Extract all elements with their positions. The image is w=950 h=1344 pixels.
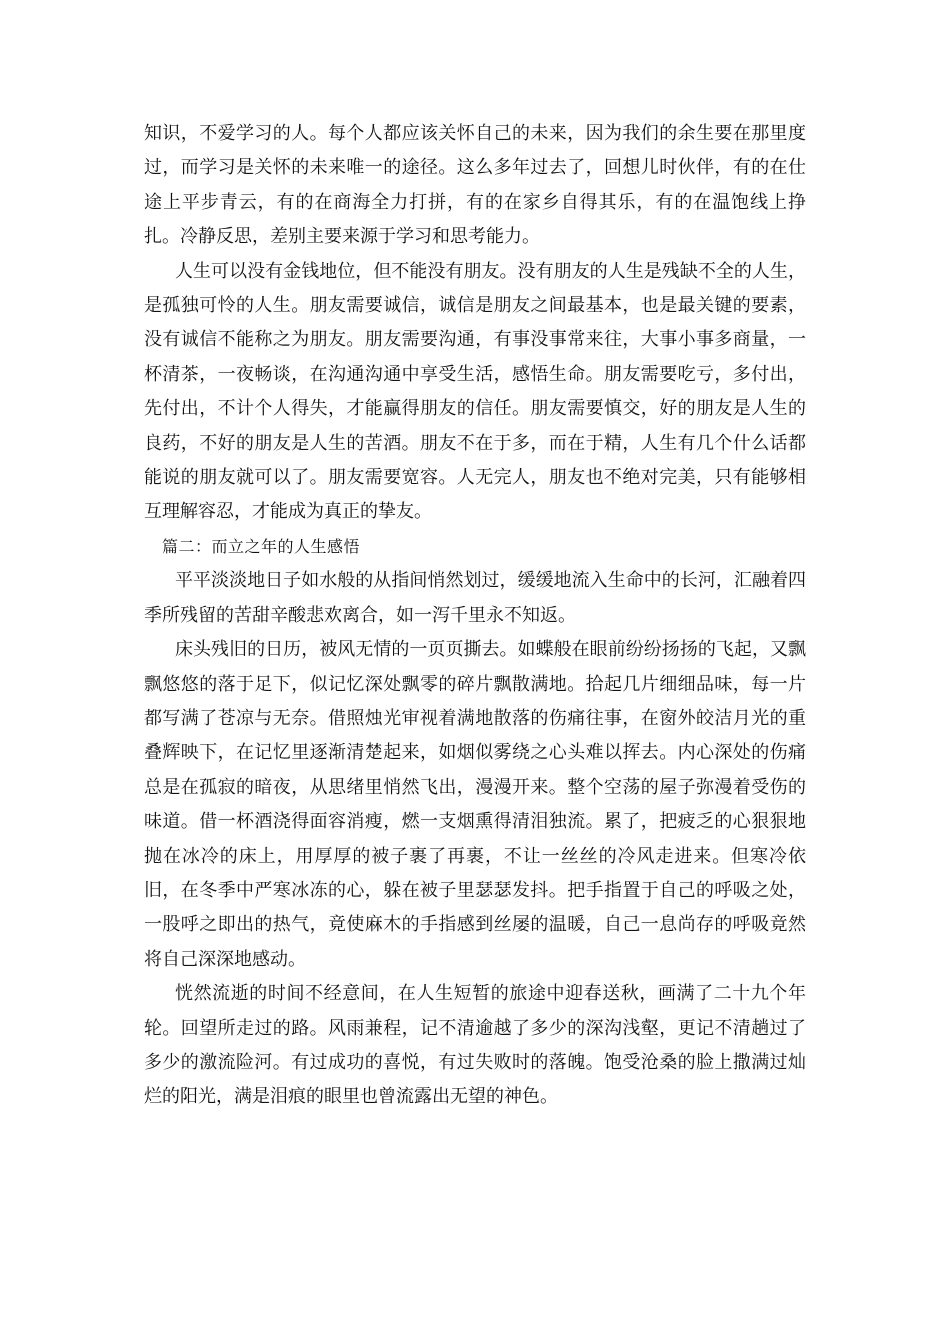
- paragraph-friendship: 人生可以没有金钱地位，但不能没有朋友。没有朋友的人生是残缺不全的人生，是孤独可怜的人生。朋友需要诚信，诚信是朋友之间最基本，也是最关键的要素，没有诚信不能称之为朋友。朋友需要沟通，有事没事常来往，大事小事多商量，一杯清茶，一夜畅谈，在沟通沟通中享受生活，感悟生命。朋友需要吃亏，多付出，先付出，不计个人得失，才能赢得朋友的信任。朋友需要慎交，好的朋友是人生的良药，不好的朋友是人生的苦酒。朋友不在于多，而在于精，人生有几个什么话都能说的朋友就可以了。朋友需要宽容。人无完人，朋友也不绝对完美，只有能够相互理解容忍，才能成为真正的挚友。: [144, 260, 806, 523]
- section-paragraph-1: 平平淡淡地日子如水般的从指间悄然划过，缓缓地流入生命中的长河，汇融着四季所残留的苦甜辛酸悲欢离合，如一泻千里永不知返。: [144, 570, 806, 626]
- section-paragraph-2: 床头残旧的日历，被风无情的一页页撕去。如蝶般在眼前纷纷扬扬的飞起，又飘飘悠悠的落于足下，似记忆深处飘零的碎片飘散满地。拾起几片细细品味，每一片都写满了苍凉与无奈。借照烛光审视着满地散落的伤痛往事，在窗外皎洁月光的重叠辉映下，在记忆里逐渐清楚起来，如烟似雾绕之心头难以挥去。内心深处的伤痛总是在孤寂的暗夜，从思绪里悄然飞出，漫漫开来。整个空荡的屋子弥漫着受伤的味道。借一杯酒浇得面容消瘦，燃一支烟熏得清泪独流。累了，把疲乏的心狠狠地抛在冰冷的床上，用厚厚的被子裹了再裹，不让一丝丝的冷风走进来。但寒冷依旧，在冬季中严寒冰冻的心，躲在被子里瑟瑟发抖。把手指置于自己的呼吸之处，一股呼之即出的热气，竟使麻木的手指感到丝屡的温暖，自己一息尚存的呼吸竟然将自己深深地感动。: [144, 639, 806, 970]
- section-paragraph-3: 恍然流逝的时间不经意间，在人生短暂的旅途中迎春送秋，画满了二十九个年轮。回望所走过的路。风雨兼程，记不清逾越了多少的深沟浅壑，更记不清趟过了多少的激流险河。有过成功的喜悦，有过失败时的落魄。饱受沧桑的脸上撒满过灿烂的阳光，满是泪痕的眼里也曾流露出无望的神色。: [144, 983, 806, 1108]
- section-title: 篇二：而立之年的人生感悟: [162, 536, 361, 556]
- document-page: [144, 117, 806, 1115]
- paragraph-continuation: 知识，不爱学习的人。每个人都应该关怀自己的未来，因为我们的余生要在那里度过，而学习是关怀的未来唯一的途径。这么多年过去了，回想儿时伙伴，有的在仕途上平步青云，有的在商海全力打拼，有的在家乡自得其乐，有的在温饱线上挣扎。冷静反思，差别主要来源于学习和思考能力。: [144, 123, 806, 248]
